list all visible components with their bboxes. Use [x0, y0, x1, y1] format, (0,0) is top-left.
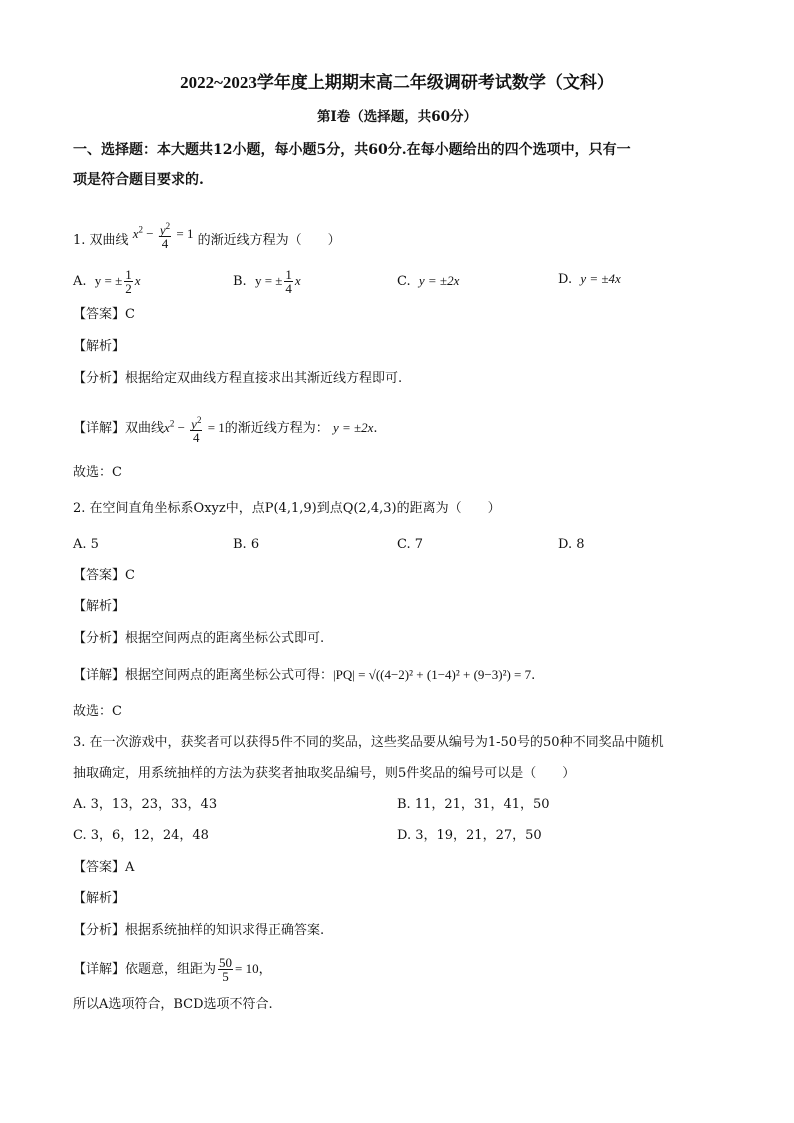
option-d: D. 8 [558, 537, 585, 552]
question-number: 3. [73, 735, 86, 750]
distance-formula: |PQ| = √((4−2)² + (1−4)² + (9−3)²) = 7 [333, 667, 532, 682]
analysis-label: 【解析】 [73, 339, 126, 354]
chosen-line: 故选：C [73, 704, 122, 719]
analysis-label: 【解析】 [73, 891, 126, 906]
option-c: C. 7 [397, 537, 424, 552]
question-text: 在一次游戏中，获奖者可以获得5件不同的奖品，这些奖品要从编号为1-50号的50种不同奖品中随机 [89, 735, 664, 750]
detail-line: 【详解】依题意，组距为 $\frac{50}{5}$ = 10， [73, 955, 272, 984]
option-a: A. 5 [73, 537, 99, 552]
section-header-line-2: 项是符合题目要求的. [73, 172, 204, 188]
hyperbola-equation: $x^2$ − $\frac{y^2}{4}$ = 1 [132, 221, 194, 252]
answer-line: 【答案】C [73, 307, 135, 322]
detail-line: 【详解】双曲线$x^2$ − $\frac{y^2}{4}$ = 1的渐近线方程为： y = ±2x. [73, 415, 378, 446]
option-b: B. 11，21，31，41，50 [397, 797, 550, 812]
question-number: 2. [73, 501, 86, 516]
conclusion-line: 所以A选项符合，BCD选项不符合. [73, 997, 273, 1012]
option-a: A. y = ± $\frac{1}{2}$ x [73, 267, 141, 296]
option-b: B. y = ± $\frac{1}{4}$ x [233, 267, 301, 296]
detail-line: 【详解】根据空间两点的距离坐标公式可得：|PQ| = √((4−2)² + (1−4)² + (9−3)²) = 7. [73, 667, 536, 683]
page-title: 2022~2023学年度上期期末高二年级调研考试数学（文科） [180, 73, 614, 92]
question-2-stem [73, 500, 501, 518]
question-text: 的渐近线方程为（ ） [197, 233, 341, 249]
question-text: 双曲线 [89, 233, 129, 249]
section-header-line-1: 一、选择题：本大题共12小题，每小题5分，共60分.在每小题给出的四个选项中，只有一 [73, 142, 631, 158]
answer-line: 【答案】C [73, 568, 135, 583]
fenxi-line: 【分析】根据空间两点的距离坐标公式即可. [73, 631, 325, 646]
option-d: D. 3，19，21，27，50 [397, 828, 542, 843]
option-b: B. 6 [233, 537, 260, 552]
hyperbola-equation: $x^2$ − $\frac{y^2}{4}$ = 1 [164, 415, 225, 446]
fenxi-line: 【分析】根据系统抽样的知识求得正确答案. [73, 923, 325, 938]
question-1-stem [73, 221, 341, 256]
analysis-label: 【解析】 [73, 599, 126, 614]
question-text: 在空间直角坐标系Oxyz中，点P(4,1,9)到点Q(2,4,3)的距离为（ ） [89, 501, 501, 516]
question-number: 1. [73, 233, 86, 249]
option-d: D. y = ±4x [558, 271, 621, 287]
part-subtitle: 第Ⅰ卷（选择题，共60分） [316, 109, 478, 125]
answer-line: 【答案】A [73, 860, 135, 875]
question-3-stem-1 [73, 734, 664, 752]
chosen-line: 故选：C [73, 465, 122, 480]
option-c: C. 3，6，12，24，48 [73, 828, 209, 843]
question-3-stem-2: 抽取确定，用系统抽样的方法为获奖者抽取奖品编号，则5件奖品的编号可以是（ ） [73, 766, 576, 781]
fenxi-line: 【分析】根据给定双曲线方程直接求出其渐近线方程即可. [73, 371, 403, 386]
option-c: C. y = ±2x [397, 273, 460, 289]
option-a: A. 3，13，23，33，43 [73, 797, 218, 812]
